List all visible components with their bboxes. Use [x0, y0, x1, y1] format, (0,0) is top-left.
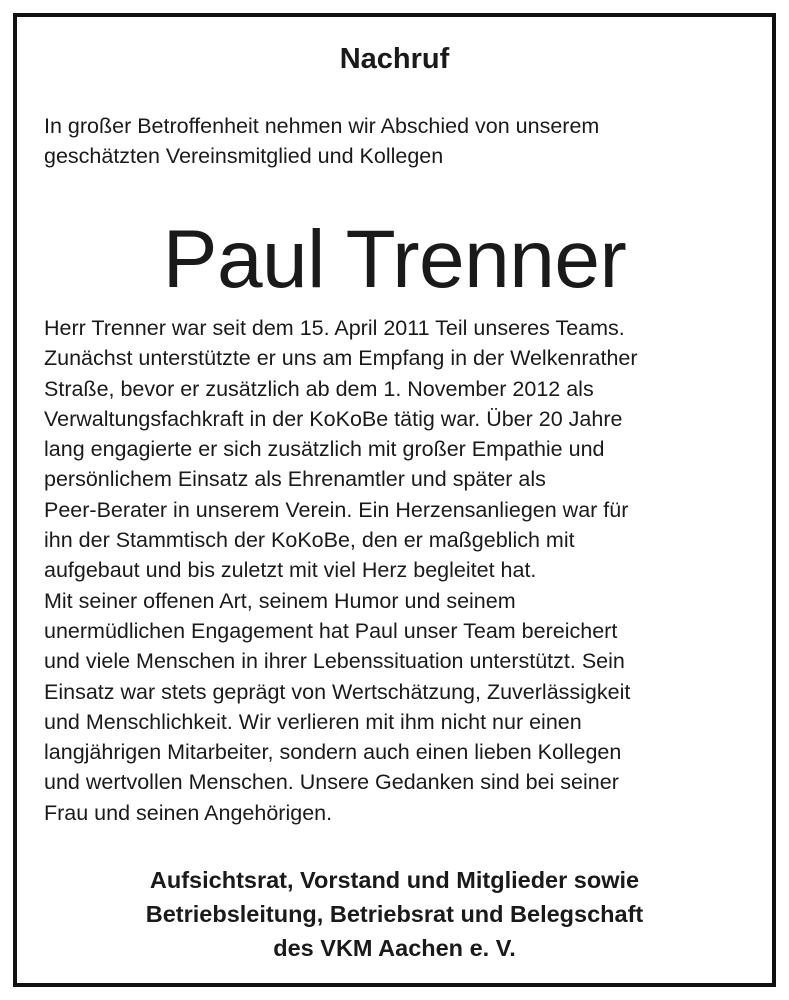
intro-text	[44, 111, 744, 171]
signature-block	[0, 863, 789, 965]
body-line: persönlichem Einsatz als Ehrenamtler und später als	[44, 467, 546, 492]
body-line: Herr Trenner war seit dem 15. April 2011 Teil unseres Teams.	[44, 316, 625, 340]
body-line: und viele Menschen in ihrer Lebenssituation unterstützt. Sein	[44, 649, 625, 674]
body-line: lang engagierte er sich zusätzlich mit großer Empathie und	[44, 437, 605, 462]
body-line: aufgebaut und bis zuletzt mit viel Herz begleitet hat.	[44, 558, 537, 583]
signature-line: des VKM Aachen e. V.	[273, 935, 516, 961]
body-text	[44, 313, 749, 828]
body-line: und Menschlichkeit. Wir verlieren mit ihm nicht nur einen	[44, 709, 582, 734]
body-line: Frau und seinen Angehörigen.	[44, 800, 333, 825]
body-line: Verwaltungsfachkraft in der KoKoBe tätig war. Über 20 Jahre	[44, 406, 623, 431]
signature-line: Betriebsleitung, Betriebsrat und Belegschaft	[145, 901, 644, 927]
deceased-name: Paul Trenner	[162, 214, 627, 305]
body-line: ihn der Stammtisch der KoKoBe, den er maßgeblich mit	[44, 528, 575, 553]
body-line: langjährigen Mitarbeiter, sondern auch einen lieben Kollegen	[44, 740, 622, 765]
body-line: unermüdlichen Engagement hat Paul unser Team bereichert	[44, 618, 618, 643]
body-line: Straße, bevor er zusätzlich ab dem 1. November 2012 als	[44, 376, 594, 401]
signature-line: Aufsichtsrat, Vorstand und Mitglieder sowie	[149, 867, 640, 893]
body-line: Einsatz war stets geprägt von Wertschätzung, Zuverlässigkeit	[44, 679, 631, 704]
notice-heading: Nachruf	[339, 43, 450, 75]
body-line: und wertvollen Menschen. Unsere Gedanken sind bei seiner	[44, 770, 619, 795]
body-line: Mit seiner offenen Art, seinem Humor und seinem	[44, 588, 516, 613]
intro-line: geschätzten Vereinsmitglied und Kollegen	[44, 144, 444, 168]
intro-line: In großer Betroffenheit nehmen wir Abschied von unserem	[44, 114, 600, 138]
body-line: Zunächst unterstützte er uns am Empfang in der Welkenrather	[44, 346, 638, 371]
body-line: Peer-Berater in unserem Verein. Ein Herzensanliegen war für	[44, 497, 629, 522]
